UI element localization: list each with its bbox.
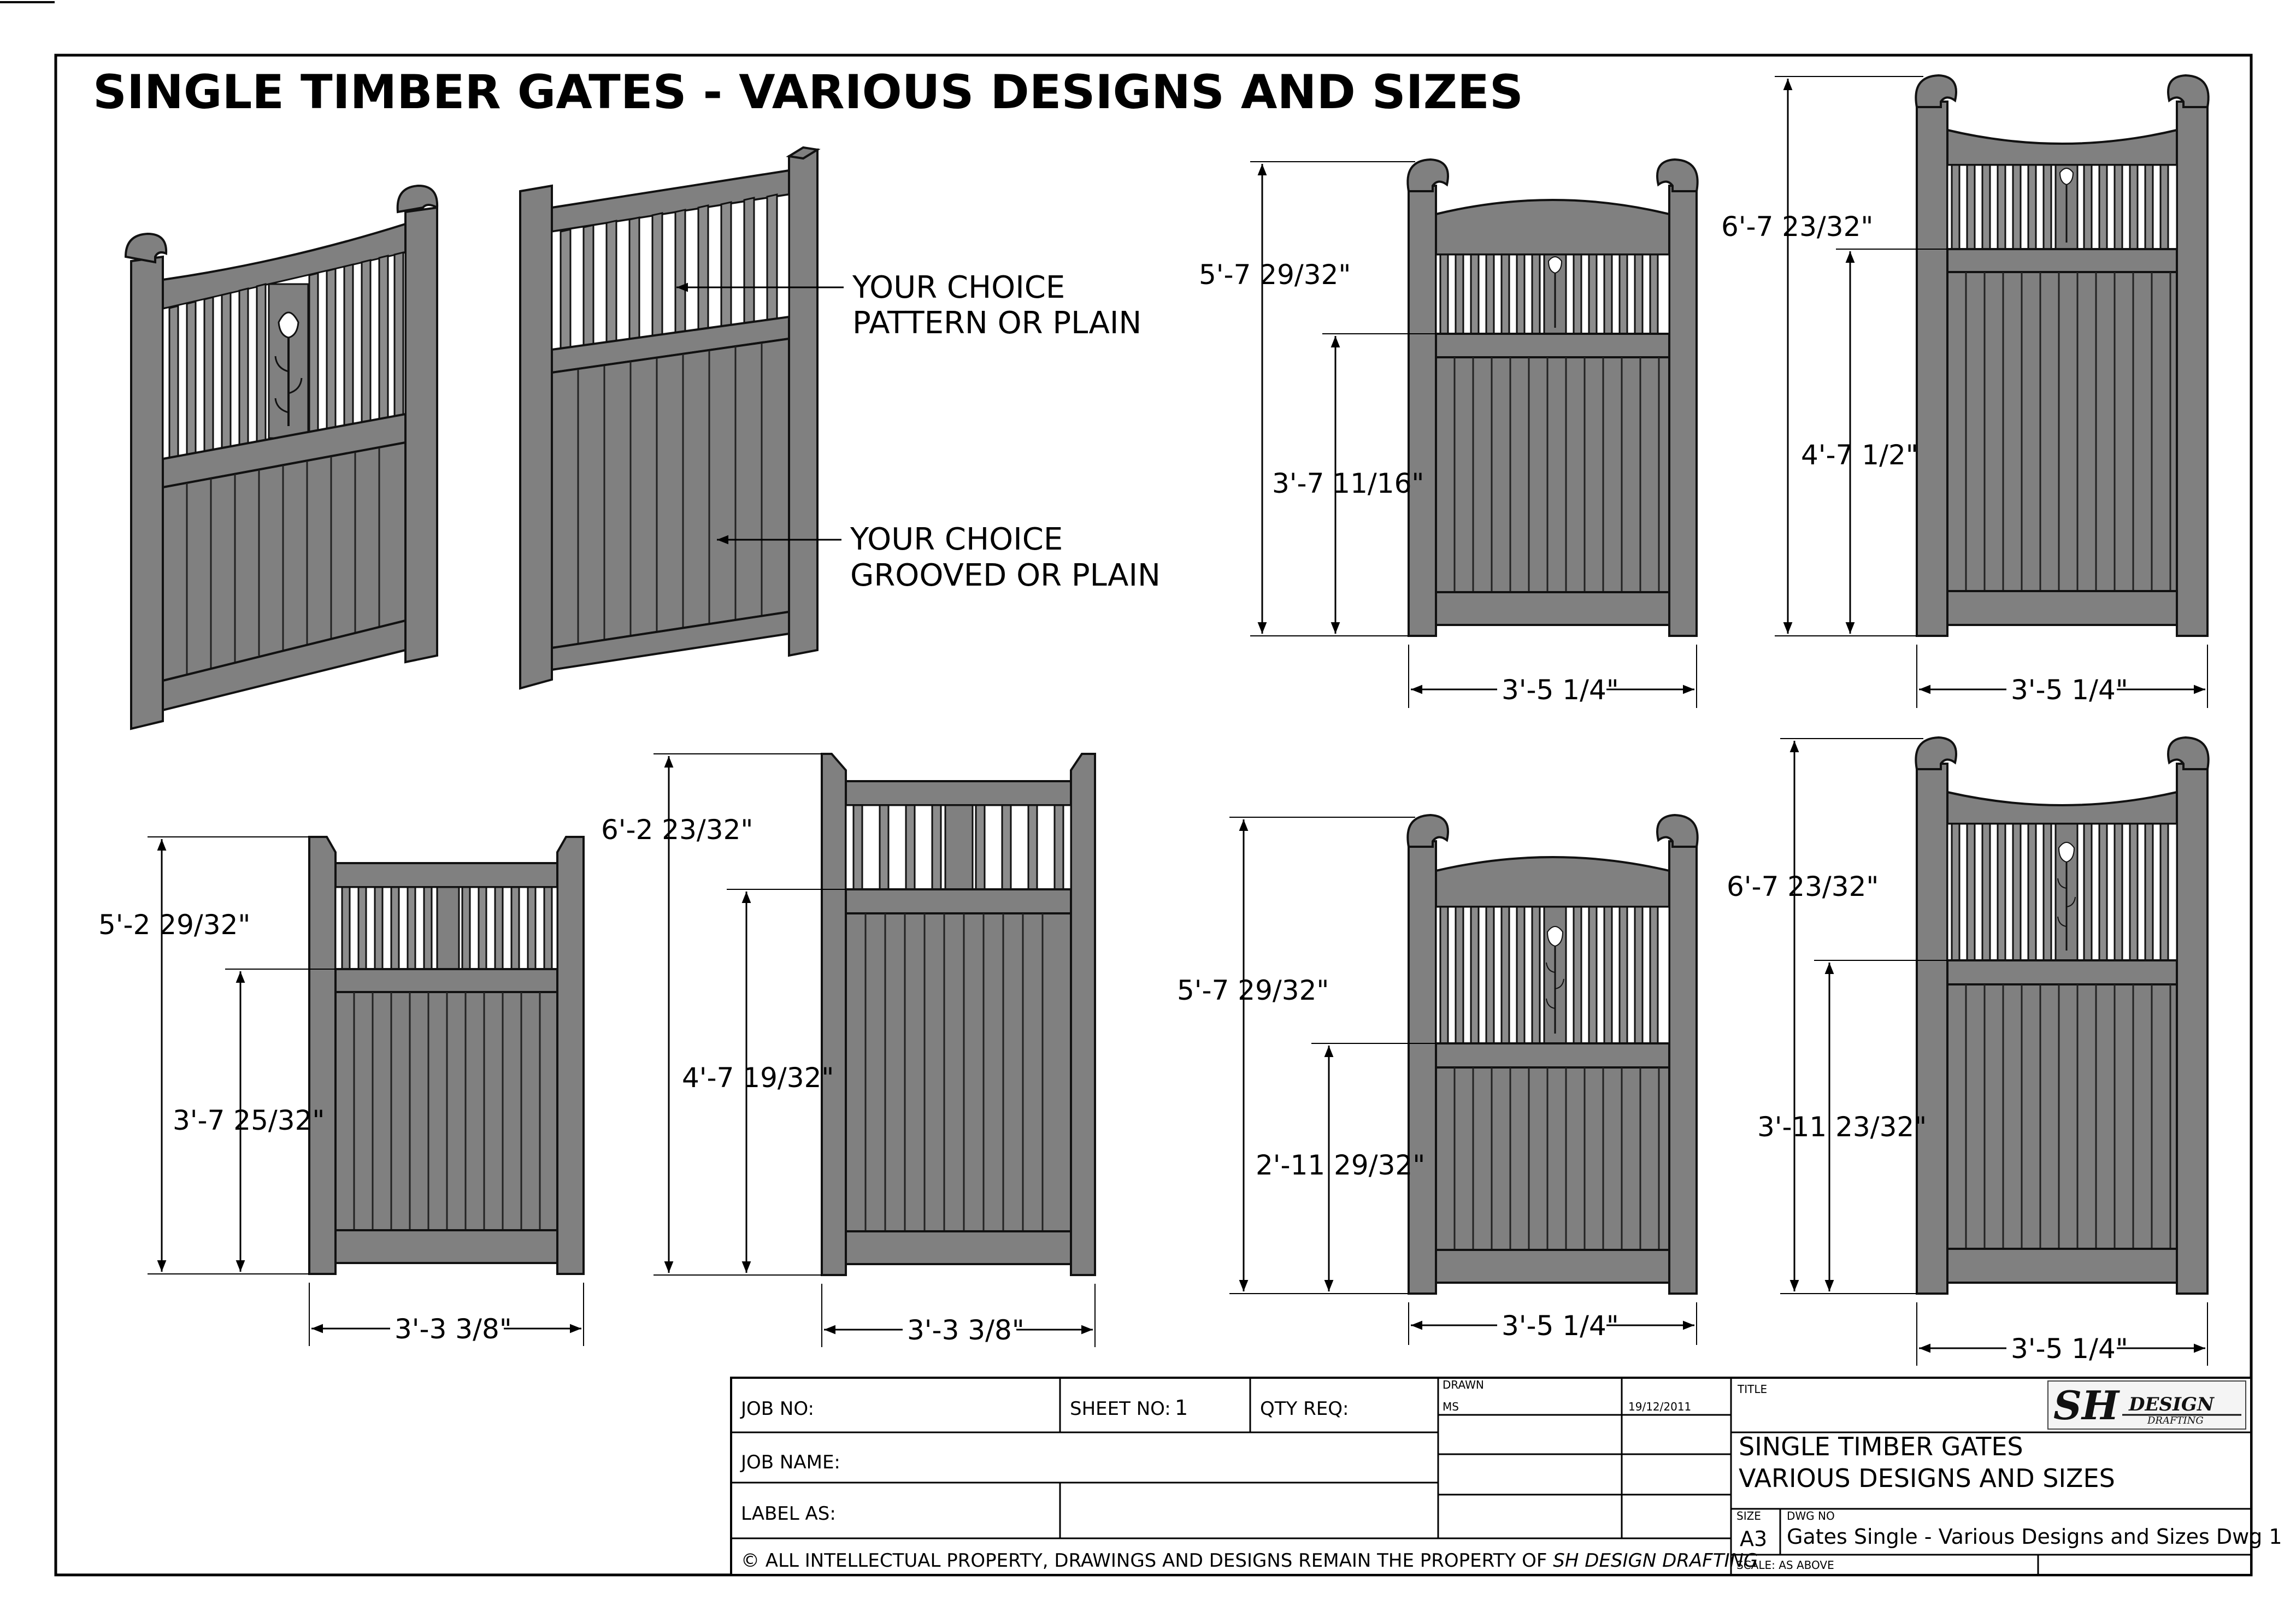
svg-text:DRAFTING: DRAFTING	[2147, 1415, 2204, 1426]
sh-design-logo	[2048, 1381, 2246, 1429]
gate-bottom-right-height: 6'-7 23/32"	[1727, 871, 1879, 902]
job-no-label: JOB NO:	[741, 1398, 814, 1420]
annotation-pattern-line1: YOUR CHOICE	[852, 270, 1065, 305]
copyright-prefix: © ALL INTELLECTUAL PROPERTY, DRAWINGS AND DESIGNS REMAIN THE PROPERTY OF	[741, 1550, 1547, 1572]
gate-bottom-left-lower-height: 3'-7 25/32"	[173, 1105, 325, 1136]
gate-bottom-right	[1727, 737, 2209, 1366]
dwg-no-value: Gates Single - Various Designs and Sizes Dwg 1	[1787, 1525, 2282, 1549]
gate-bottom-left-height: 5'-2 29/32"	[98, 909, 251, 941]
gate-bottom-left	[98, 837, 584, 1346]
job-name-label: JOB NAME:	[741, 1451, 840, 1473]
size-label: SIZE	[1736, 1509, 1761, 1522]
annotation-pattern-line2: PATTERN OR PLAIN	[852, 305, 1142, 341]
gate-top-right-lower-height: 4'-7 1/2"	[1801, 439, 1918, 471]
annotation-grooved-line2: GROOVED OR PLAIN	[850, 558, 1161, 593]
sheet-no-value: 1	[1175, 1396, 1188, 1420]
title-label: TITLE	[1738, 1383, 1768, 1396]
label-as-label: LABEL AS:	[741, 1503, 836, 1525]
gate-bottom-center-lower-height: 4'-7 19/32"	[682, 1062, 834, 1094]
qty-req-label: QTY REQ:	[1260, 1398, 1349, 1420]
title-line-2: VARIOUS DESIGNS AND SIZES	[1739, 1463, 2115, 1493]
gate-top-mid-height: 5'-7 29/32"	[1199, 259, 1351, 291]
gate-bottom-mid-width: 3'-5 1/4"	[1502, 1310, 1619, 1342]
gate-bottom-right-lower-height: 3'-11 23/32"	[1757, 1111, 1927, 1143]
title-block	[731, 1378, 2282, 1575]
drawn-label: DRAWN	[1443, 1378, 1484, 1391]
copyright-notice	[741, 1550, 1758, 1572]
gate-top-right-height: 6'-7 23/32"	[1721, 211, 1874, 243]
scale-text: SCALE: AS ABOVE	[1736, 1559, 1834, 1572]
svg-text:DESIGN: DESIGN	[2129, 1394, 2214, 1415]
gate-bottom-center-width: 3'-3 3/8"	[907, 1314, 1025, 1346]
tulip-motif-iso	[269, 284, 308, 438]
gate-bottom-right-width: 3'-5 1/4"	[2011, 1333, 2128, 1365]
gate-top-mid-lower-height: 3'-7 11/16"	[1272, 468, 1424, 499]
gate-top-right-width: 3'-5 1/4"	[2011, 674, 2128, 706]
svg-text:SH: SH	[2053, 1382, 2120, 1429]
dwg-no-label: DWG NO	[1787, 1509, 1835, 1522]
gate-bottom-center-height: 6'-2 23/32"	[601, 814, 753, 846]
gate-bottom-mid-lower-height: 2'-11 29/32"	[1256, 1149, 1426, 1181]
copyright-company: SH DESIGN DRAFTING	[1553, 1550, 1758, 1572]
gate-top-mid	[1199, 160, 1698, 708]
gate-bottom-center	[601, 754, 1095, 1347]
iso-gate-tulip	[126, 186, 437, 729]
size-value: A3	[1740, 1527, 1768, 1551]
annotation-grooved-line1: YOUR CHOICE	[850, 522, 1063, 557]
title-line-1: SINGLE TIMBER GATES	[1739, 1432, 2023, 1461]
gate-bottom-left-width: 3'-3 3/8"	[395, 1313, 512, 1345]
sheet-no-label: SHEET NO:	[1070, 1398, 1171, 1420]
gate-top-mid-width: 3'-5 1/4"	[1502, 674, 1619, 706]
drawing-date: 19/12/2011	[1628, 1400, 1692, 1413]
iso-gate-plain	[520, 147, 817, 688]
page-title: SINGLE TIMBER GATES - VARIOUS DESIGNS AND SIZES	[93, 65, 1523, 120]
gate-top-right	[1721, 75, 2209, 708]
gate-bottom-mid	[1177, 815, 1698, 1345]
gate-bottom-mid-height: 5'-7 29/32"	[1177, 975, 1329, 1006]
drawn-value: MS	[1443, 1400, 1459, 1413]
